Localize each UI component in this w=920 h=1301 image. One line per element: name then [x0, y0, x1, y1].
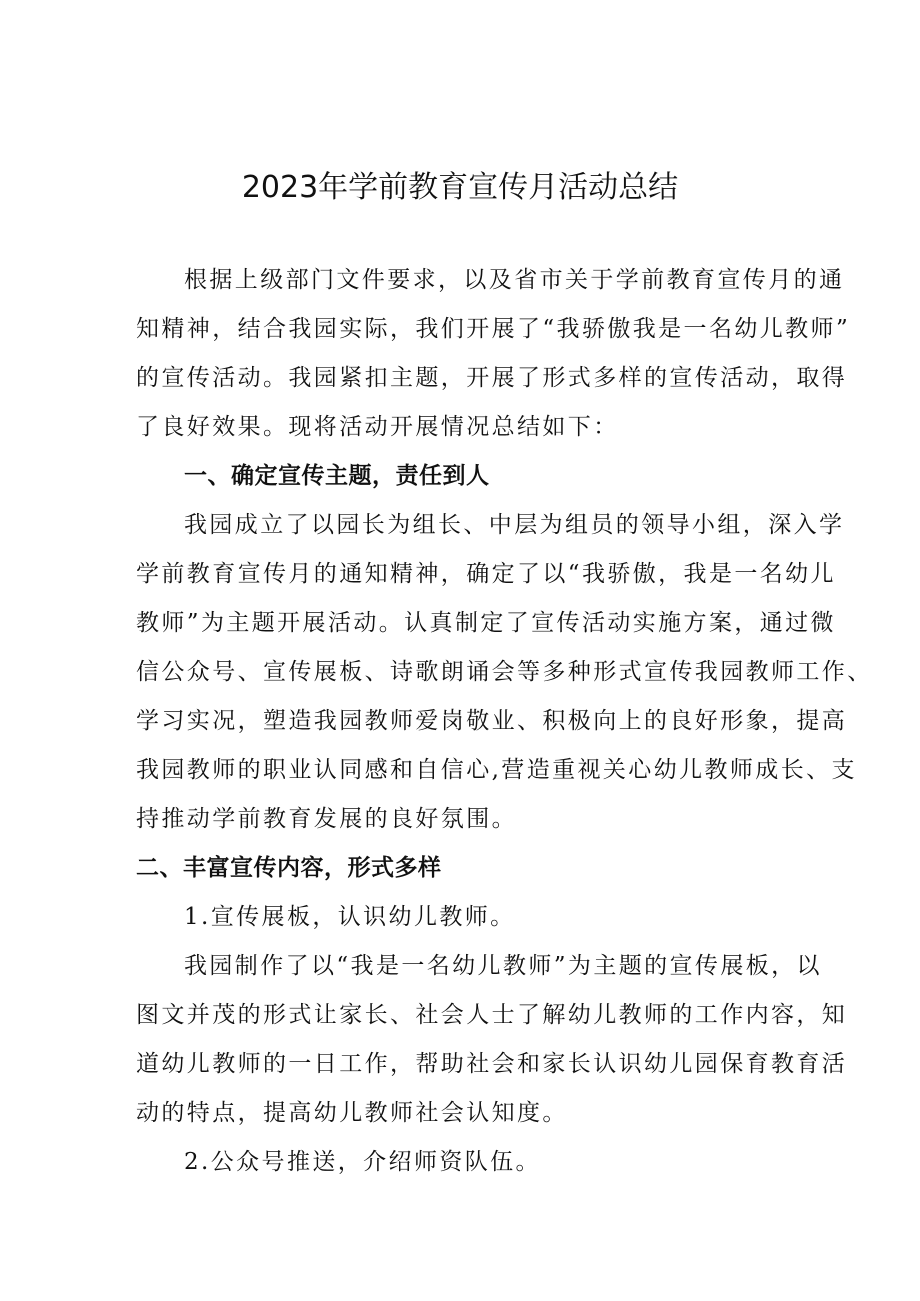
intro-line-3: 的宣传活动。我园紧扣主题，开展了形式多样的宣传活动，取得 [136, 365, 848, 391]
item-1-title: 1.宣传展板，认识幼儿教师。 [184, 904, 516, 930]
item-1-line-2: 图文并茂的形式让家长、社会人士了解幼儿教师的工作内容，知 [136, 1002, 848, 1028]
section-1-line-6: 我园教师的职业认同感和自信心,营造重视关心幼儿教师成长、支 [136, 757, 857, 783]
intro-line-1: 根据上级部门文件要求，以及省市关于学前教育宣传月的通 [184, 267, 845, 293]
item-1-line-4: 动的特点，提高幼儿教师社会认知度。 [136, 1100, 568, 1126]
item-1-line-3: 道幼儿教师的一日工作，帮助社会和家长认识幼儿园保育教育活 [136, 1051, 848, 1077]
section-1-line-5: 学习实况，塑造我园教师爱岗敬业、积极向上的良好形象，提高 [136, 708, 848, 734]
section-2-heading: 二、丰富宣传内容，形式多样 [136, 855, 442, 881]
item-1-line-1: 我园制作了以“我是一名幼儿教师”为主题的宣传展板，以 [184, 953, 822, 979]
document-title: 2023年学前教育宣传月活动总结 [241, 170, 679, 205]
item-2-title: 2.公众号推送，介绍师资队伍。 [184, 1149, 541, 1175]
section-1-line-3: 教师”为主题开展活动。认真制定了宣传活动实施方案，通过微 [136, 610, 836, 636]
section-1-line-7: 持推动学前教育发展的良好氛围。 [136, 806, 517, 832]
section-1-line-1: 我园成立了以园长为组长、中层为组员的领导小组，深入学 [184, 512, 845, 538]
section-1-line-4: 信公众号、宣传展板、诗歌朗诵会等多种形式宣传我园教师工作、 [136, 659, 873, 685]
section-1-heading: 一、确定宣传主题，责任到人 [184, 463, 490, 489]
intro-line-2: 知精神，结合我园实际，我们开展了“我骄傲我是一名幼儿教师” [136, 316, 851, 342]
intro-line-4: 了良好效果。现将活动开展情况总结如下： [136, 414, 619, 440]
section-1-line-2: 学前教育宣传月的通知精神，确定了以“我骄傲，我是一名幼儿 [136, 561, 836, 587]
